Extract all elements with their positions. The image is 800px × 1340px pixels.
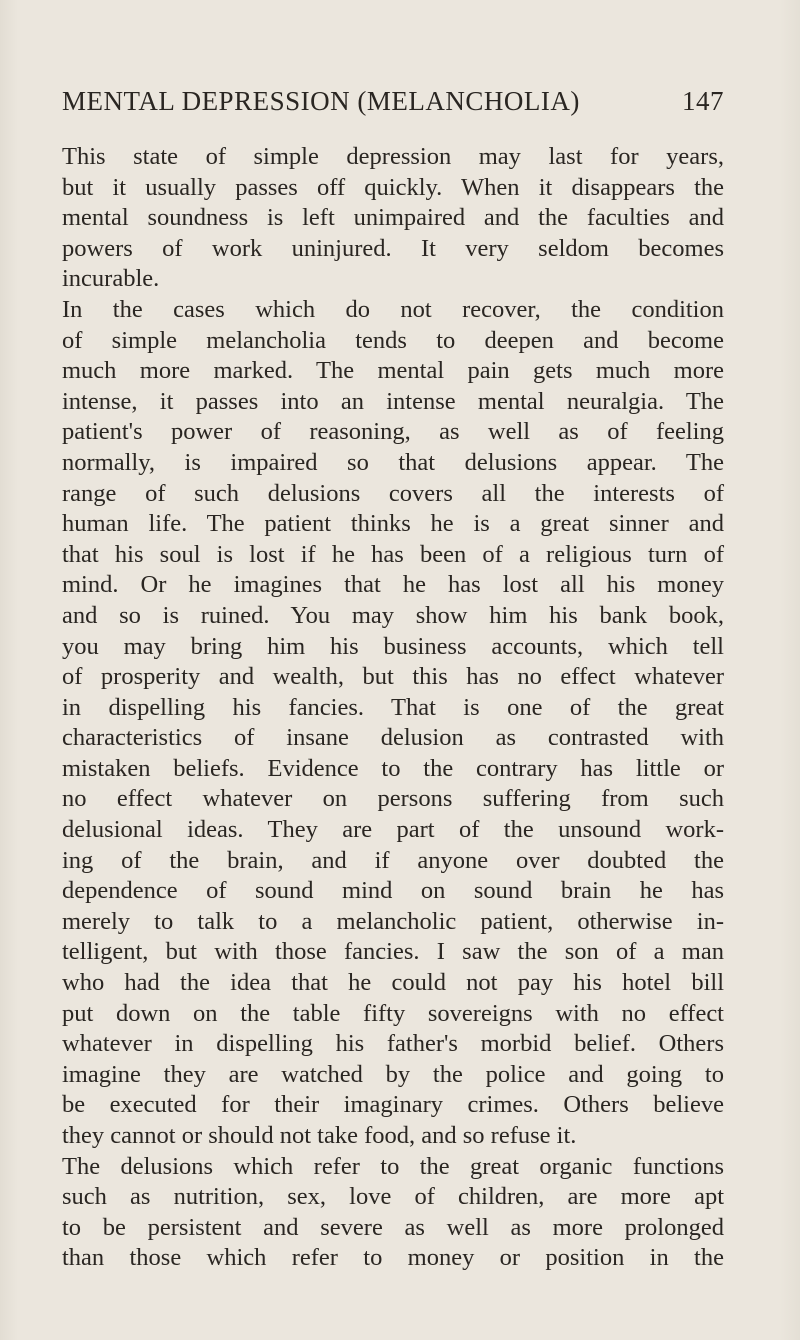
text-line: of simple melancholia tends to deepen and become [62, 326, 724, 354]
text-line: ing of the brain, and if anyone over doubted the [62, 846, 724, 874]
text-line: telligent, but with those fancies. I saw the son of a man [62, 938, 724, 966]
text-line: characteristics of insane delusion as contrasted with [62, 724, 724, 752]
text-line: imagine they are watched by the police and going to [62, 1060, 724, 1088]
text-line: than those which refer to money or position in the [62, 1244, 724, 1272]
text-line: who had the idea that he could not pay his hotel bill [62, 969, 724, 997]
text-line: The delusions which refer to the great organic functions [62, 1152, 724, 1180]
text-line: you may bring him his business accounts, which tell [62, 632, 724, 660]
text-line: intense, it passes into an intense mental neuralgia. The [62, 387, 724, 415]
text-line: to be persistent and severe as well as more prolonged [62, 1213, 724, 1241]
body-text [62, 142, 724, 1274]
text-line: This state of simple depression may last for years, [62, 143, 724, 170]
text-line: merely to talk to a melancholic patient, otherwise in- [62, 907, 724, 935]
text-line: human life. The patient thinks he is a great sinner and [62, 510, 724, 538]
text-line: mind. Or he imagines that he has lost all his money [62, 571, 724, 599]
text-line: delusional ideas. They are part of the unsound work- [62, 816, 724, 844]
text-line: of prosperity and wealth, but this has no effect whatever [62, 663, 724, 691]
chapter-title: MENTAL DEPRESSION (MELANCHOLIA) [62, 86, 580, 116]
text-line: such as nutrition, sex, love of children, are more apt [62, 1183, 724, 1211]
text-line: that his soul is lost if he has been of a religious turn of [62, 540, 724, 568]
text-line: dependence of sound mind on sound brain he has [62, 877, 724, 905]
text-line: patient's power of reasoning, as well as of feeling [62, 418, 724, 446]
text-line: much more marked. The mental pain gets much more [62, 357, 724, 385]
text-line: powers of work uninjured. It very seldom becomes [62, 234, 724, 262]
text-line: but it usually passes off quickly. When it disappears the [62, 173, 724, 201]
text-line: In the cases which do not recover, the condition [62, 295, 724, 323]
text-line: be executed for their imaginary crimes. Others believe [62, 1091, 724, 1119]
text-line: put down on the table fifty sovereigns with no effect [62, 999, 724, 1027]
text-line: whatever in dispelling his father's morbid belief. Others [62, 1030, 724, 1058]
text-line: they cannot or should not take food, and so refuse it. [62, 1122, 577, 1149]
text-line: normally, is impaired so that delusions appear. The [62, 448, 724, 476]
text-line: range of such delusions covers all the interests of [62, 479, 724, 507]
running-head [62, 86, 724, 117]
text-line: in dispelling his fancies. That is one of the great [62, 693, 724, 721]
text-line: no effect whatever on persons suffering from such [62, 785, 724, 813]
page-number: 147 [682, 86, 724, 116]
text-line: mental soundness is left unimpaired and the faculties and [62, 204, 724, 232]
text-line: mistaken beliefs. Evidence to the contrary has little or [62, 754, 724, 782]
text-line: incurable. [62, 265, 160, 293]
text-line: and so is ruined. You may show him his bank book, [62, 601, 724, 629]
